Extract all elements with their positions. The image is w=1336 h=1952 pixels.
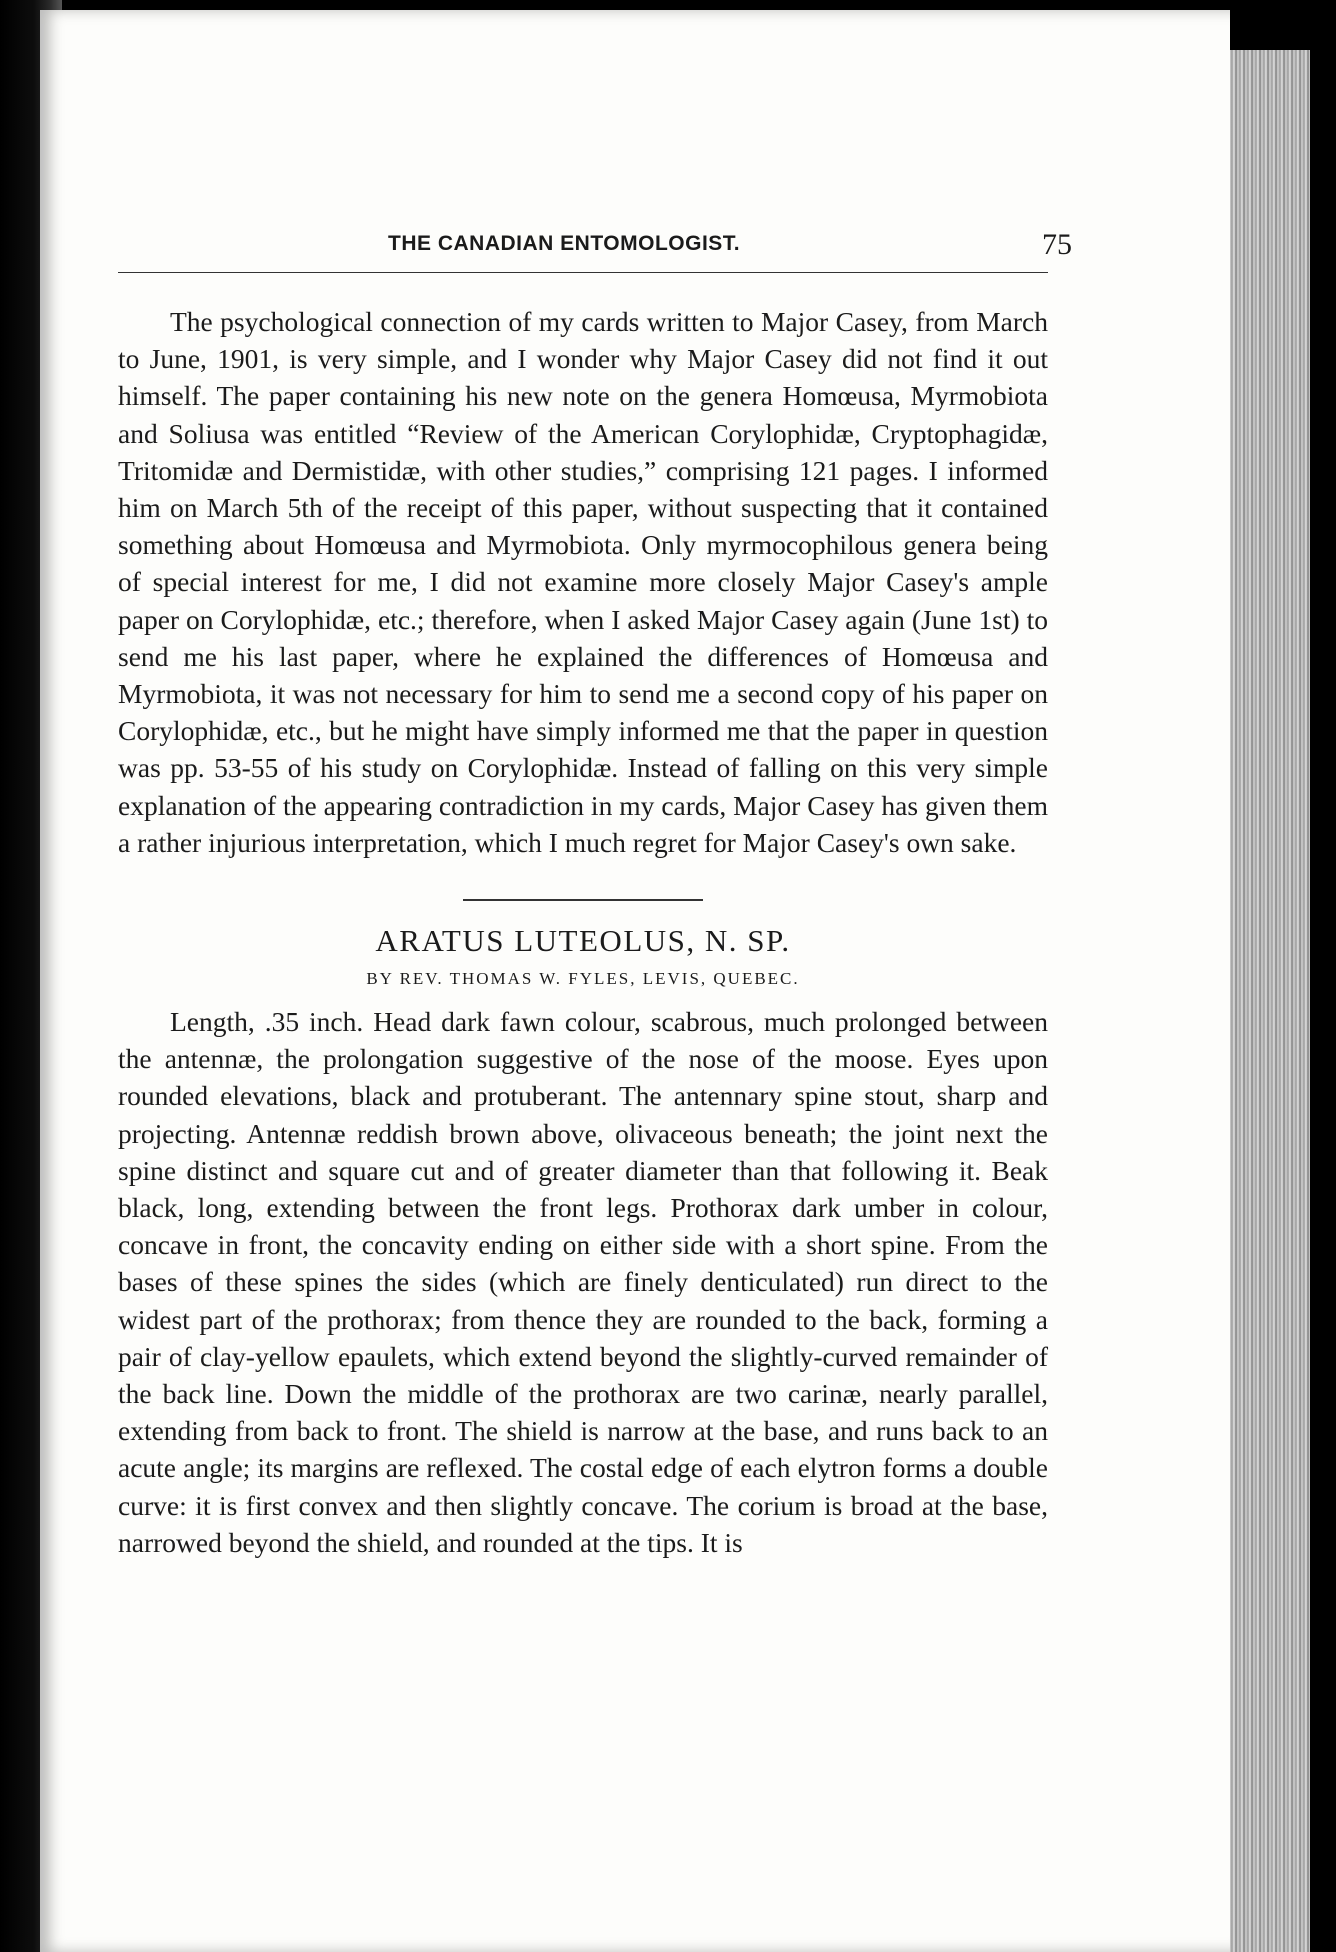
page-edges-top-shadow bbox=[1230, 0, 1310, 50]
article-body: Length, .35 inch. Head dark fawn colour, scabrous, much prolonged between the antennæ, the prolongation suggestive of the nose of the moose. Eyes upon rounded elevations, black and protuberant. The antennary spine stout, sharp and projecting. Antennæ reddish brown above, olivaceous beneath; the joint next the spine distinct and square cut and of greater diameter than that following it. Beak black, long, extending between the front legs. Prothorax dark umber in colour, concave in front, the concavity ending on either side with a short spine. From the bases of these spines the sides (which are finely denticulated) run direct to the widest part of the prothorax; from thence they are rounded to the back, forming a pair of clay-yellow epaulets, which extend beyond the slightly-curved remainder of the back line. Down the middle of the prothorax are two carinæ, nearly parallel, extending from back to front. The shield is narrow at the base, and runs back to an acute angle; its margins are reflexed. The costal edge of each elytron forms a double curve: it is first convex and then slightly concave. The corium is broad at the base, narrowed beyond the shield, and rounded at the tips. It is bbox=[118, 1006, 1048, 1558]
page-number: 75 bbox=[1042, 228, 1072, 261]
page-stack-edges bbox=[1230, 50, 1310, 1952]
running-title: THE CANADIAN ENTOMOLOGIST. bbox=[388, 232, 741, 255]
article-title: ARATUS LUTEOLUS, N. SP. bbox=[375, 923, 791, 959]
page-content bbox=[118, 228, 1072, 1561]
running-header bbox=[118, 228, 1072, 273]
paragraph-casey-reply: The psychological connection of my cards written to Major Casey, from March to June, 1901, is very simple, and I wonder why Major Casey did not find it out himself. The paper containing his new note on the genera Homœusa, Myrmobiota and Soliusa was entitled “Review of the American Corylophidæ, Cryptophagidæ, Tritomidæ and Dermistidæ, with other studies,” comprising 121 pages. I informed him on March 5th of the receipt of this paper, without suspecting that it contained something about Homœusa and Myrmobiota. Only myrmocophilous genera being of special interest for me, I did not examine more closely Major Casey's ample paper on Corylophidæ, etc.; therefore, when I asked Major Casey again (June 1st) to send me his last paper, where he explained the differences of Homœusa and Myrmobiota, it was not necessary for him to send me a second copy of his paper on Corylophidæ, etc., but he might have simply informed me that the paper in question was pp. 53-55 of his study on Corylophidæ. Instead of falling on this very simple explanation of the appearing contradiction in my cards, Major Casey has given them a rather injurious interpretation, which I much regret for Major Casey's own sake. bbox=[118, 306, 1048, 858]
article-byline: BY REV. THOMAS W. FYLES, LEVIS, QUEBEC. bbox=[366, 969, 800, 989]
right-background bbox=[1310, 0, 1336, 1952]
section-divider bbox=[463, 899, 703, 901]
